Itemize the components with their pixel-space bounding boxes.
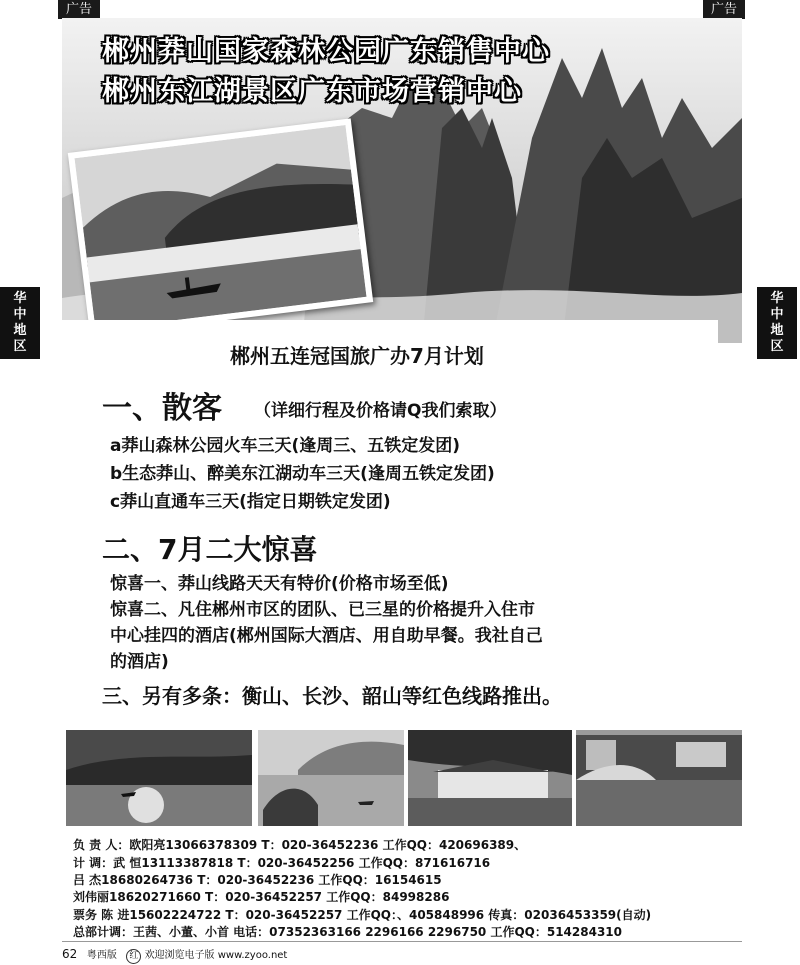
section2-line: 中心挂四的酒店(郴州国际大酒店、用自助早餐。我社自己 bbox=[110, 626, 543, 646]
contact-line: 计 调：武 恒13113387818 T：020-36452256 工作QQ：871616716 bbox=[73, 856, 491, 870]
section1-heading: 一、散客 bbox=[102, 391, 222, 426]
contact-line: 吕 杰18680264736 T：020-36452236 工作QQ：16154615 bbox=[73, 873, 442, 887]
lake-photo-inset bbox=[68, 118, 373, 336]
contact-line: 票务 陈 进15602224722 T：020-36452257 工作QQ：、405848996 传真：02036453359(自动) bbox=[73, 908, 652, 922]
lake-boat-image bbox=[74, 125, 366, 330]
section1-item: b生态莽山、醉美东江湖动车三天(逢周五铁定发团) bbox=[110, 464, 495, 484]
section3-text: 三、另有多条：衡山、长沙、韶山等红色线路推出。 bbox=[102, 684, 562, 708]
section2-line: 惊喜一、莽山线路天天有特价(价格市场至低) bbox=[110, 574, 449, 594]
section2-heading: 二、7月二大惊喜 bbox=[102, 533, 318, 566]
hero-title: 郴州莽山国家森林公园广东销售中心 郴州东江湖景区广东市场营销中心 bbox=[102, 36, 550, 107]
page-number: 62 bbox=[62, 947, 78, 961]
contact-line: 负 责 人：欧阳亮13066378309 T：020-36452236 工作QQ：420696389、 bbox=[73, 838, 527, 852]
photo-riverside-town bbox=[576, 730, 742, 826]
contact-line: 总部计调：王茜、小董、小首 电话：07352363166 2296166 2296750 工作QQ：514284310 bbox=[73, 925, 623, 939]
photo-village-house bbox=[408, 730, 572, 826]
section1-item: a莽山森林公园火车三天(逢周三、五铁定发团) bbox=[110, 436, 461, 456]
photo-strip bbox=[62, 730, 742, 826]
footer-divider bbox=[62, 941, 742, 942]
ad-tag-right: 广告 bbox=[703, 0, 745, 19]
page-footer bbox=[62, 946, 287, 964]
photo-lake-sunrise bbox=[66, 730, 252, 826]
photo-misty-lake bbox=[258, 730, 404, 826]
footer-slogan: 欢迎浏览电子版 www.zyoo.net bbox=[144, 950, 288, 961]
region-label-right: 华中地区 bbox=[757, 287, 797, 359]
section2-line: 的酒店) bbox=[110, 652, 169, 672]
logo-badge-icon: 红 bbox=[126, 949, 141, 964]
ad-tag-left: 广告 bbox=[58, 0, 100, 19]
plan-title: 郴州五连冠国旅广办7月计划 bbox=[230, 344, 484, 368]
section1-note: （详细行程及价格请Q我们索取） bbox=[254, 401, 507, 421]
section1-item: c莽山直通车三天(指定日期铁定发团) bbox=[110, 492, 391, 512]
edition-label: 粤西版 bbox=[86, 950, 117, 961]
section2-line: 惊喜二、凡住郴州市区的团队、已三星的价格提升入住市 bbox=[110, 600, 535, 620]
contact-line: 刘伟丽18620271660 T：020-36452257 工作QQ：84998286 bbox=[73, 890, 450, 904]
region-label-left: 华中地区 bbox=[0, 287, 40, 359]
